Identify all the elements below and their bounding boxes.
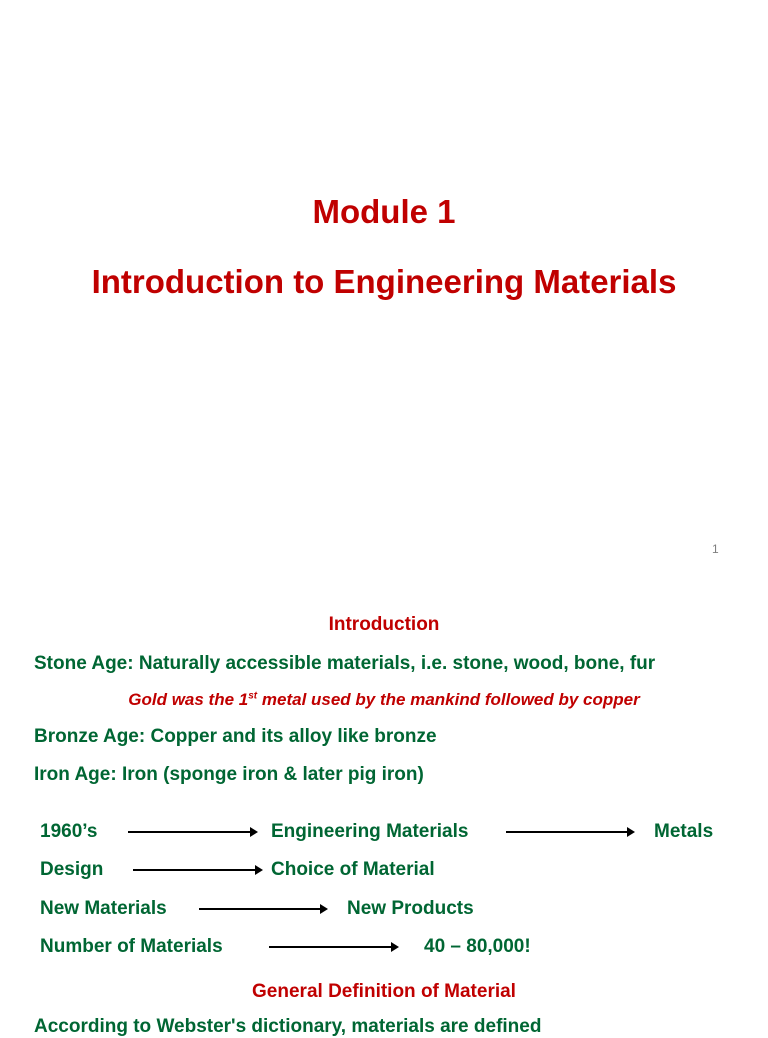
module-title: Module 1 (312, 193, 456, 230)
flow-material-count: 40 – 80,000! (424, 936, 531, 957)
flow-choice-of-material: Choice of Material (271, 859, 435, 880)
flow-new-materials: New Materials (40, 898, 167, 919)
definition-text-cut-off: According to Webster's dictionary, materials are defined (34, 1016, 542, 1037)
flow-new-products: New Products (347, 898, 474, 919)
gold-note-end: metal used by the mankind followed by copper (257, 690, 640, 709)
gold-note (0, 690, 768, 710)
arrow-icon (269, 946, 397, 948)
introduction-slide (0, 576, 768, 1037)
stone-age-text: Stone Age: Naturally accessible materials, i.e. stone, wood, bone, fur (34, 653, 656, 674)
slide-subtitle: Introduction to Engineering Materials (91, 263, 677, 300)
section-heading: Introduction (328, 614, 440, 635)
flow-design: Design (40, 859, 104, 880)
gold-note-start: Gold was the 1 (128, 690, 249, 709)
arrow-icon (506, 831, 633, 833)
bronze-age-text: Bronze Age: Copper and its alloy like bronze (34, 726, 437, 747)
flow-metals: Metals (654, 821, 714, 842)
arrow-icon (133, 869, 261, 871)
page-number: 1 (712, 542, 719, 556)
gold-note-superscript: st (248, 690, 258, 702)
definition-heading: General Definition of Material (252, 981, 516, 1002)
flow-1960s: 1960’s (40, 821, 98, 842)
iron-age-text: Iron Age: Iron (sponge iron & later pig iron) (34, 764, 424, 785)
arrow-icon (199, 908, 326, 910)
flow-engineering-materials: Engineering Materials (271, 821, 469, 842)
flow-number-of-materials: Number of Materials (40, 936, 223, 957)
arrow-icon (128, 831, 256, 833)
